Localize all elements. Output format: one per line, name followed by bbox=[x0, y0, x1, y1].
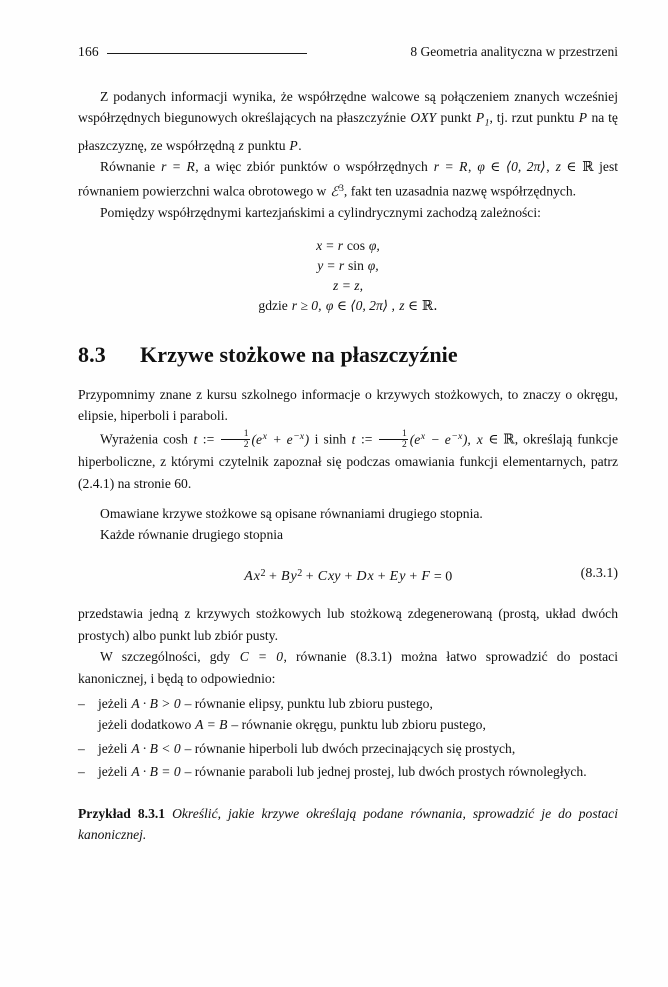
math-equals: = bbox=[323, 257, 339, 273]
math-symbol-y: y bbox=[317, 257, 324, 273]
text-run: na tę płaszczyznę, ze współrzędną bbox=[78, 110, 618, 153]
math-coeff-E: E bbox=[389, 569, 399, 585]
text-run: Pomiędzy współrzędnymi kartezjańskimi a cylindrycznymi zachodzą zależności: bbox=[100, 205, 541, 221]
text-run: jeżeli bbox=[98, 740, 131, 756]
text-run: Równanie bbox=[100, 158, 161, 174]
paragraph-second-degree-intro bbox=[78, 503, 618, 524]
text-run: Przypomnimy znane z kursu szkolnego informacje o krzywych stożkowych, to znaczy o okręgu, elipsie, hiperboli i paraboli. bbox=[78, 386, 618, 423]
paragraph-relations-intro bbox=[78, 202, 618, 223]
math-plus-e: + e bbox=[267, 431, 293, 447]
math-sinh: sinh bbox=[323, 431, 347, 447]
list-item bbox=[78, 693, 618, 736]
math-condition-sub: A = B bbox=[195, 717, 228, 733]
math-coeff-C: C bbox=[317, 569, 328, 585]
fraction-denominator: 2 bbox=[379, 439, 408, 450]
paragraph-represents-conic bbox=[78, 603, 618, 646]
text-run: W szczególności, gdy bbox=[100, 649, 240, 665]
math-var-x: x bbox=[253, 569, 260, 585]
math-r-equals-R-2: r = R bbox=[433, 158, 468, 174]
math-fraction-one-half-2 bbox=[379, 429, 408, 451]
list-item bbox=[78, 738, 618, 759]
text-run: , bbox=[546, 158, 556, 174]
math-line-y bbox=[78, 256, 618, 276]
text-run: – równanie paraboli lub jednej prostej, lub dwóch prostych równoległych. bbox=[181, 764, 587, 780]
math-p-2: P bbox=[289, 137, 298, 153]
math-condition: A · B < 0 bbox=[131, 740, 181, 756]
example-block bbox=[78, 803, 618, 846]
conic-classification-list bbox=[78, 693, 618, 783]
math-line-domain bbox=[78, 296, 618, 316]
math-p: P bbox=[578, 110, 588, 126]
math-p1: P bbox=[475, 110, 485, 126]
text-run: przedstawia jedną z krzywych stożkowych lub stożkową zdegenerowaną (prostą, układ dwóch prostych) albo punkt lub zbiór pusty. bbox=[78, 606, 618, 643]
text-run: Każde równanie drugiego stopnia bbox=[100, 527, 284, 543]
text-run: , a więc zbiór punktów o współrzędnych bbox=[195, 158, 434, 174]
math-var-y: y bbox=[290, 569, 297, 585]
math-sin: sin bbox=[344, 257, 368, 273]
text-run: Z podanych informacji wynika, że współrzędne walcowe są połączeniem znanych wcześniej współrzędnych biegunowych określających na płaszczyźnie bbox=[78, 89, 618, 126]
text-run: , tj. rzut punktu bbox=[489, 110, 579, 126]
math-symbol-phi: φ, bbox=[367, 257, 379, 273]
math-equals: = bbox=[322, 237, 338, 253]
math-symbol-x-var: x bbox=[471, 431, 483, 447]
math-symbol-r: r bbox=[338, 257, 345, 273]
math-exponent-x: x bbox=[262, 431, 267, 443]
text-run: punktu bbox=[244, 137, 289, 153]
math-plus: + bbox=[340, 569, 356, 585]
section-number: 8.3 bbox=[78, 341, 106, 367]
math-symbol-r: r bbox=[337, 237, 343, 253]
math-condition: A · B = 0 bbox=[131, 764, 181, 780]
math-coeff-A: A bbox=[244, 569, 253, 585]
section-title: Krzywe stożkowe na płaszczyźnie bbox=[140, 341, 458, 367]
dash-bullet: – bbox=[78, 764, 85, 780]
math-euclidean-space: ℰ bbox=[330, 183, 339, 199]
math-minus-e: − e bbox=[425, 431, 451, 447]
page-content bbox=[78, 44, 618, 845]
paragraph-cylinder-equation bbox=[78, 156, 618, 202]
text-run: jeżeli bbox=[98, 695, 131, 711]
text-run: i bbox=[309, 431, 324, 447]
math-element-of: ∈ bbox=[483, 431, 504, 447]
math-phi-domain: φ ∈ ⟨0, 2π⟩ , bbox=[322, 297, 395, 313]
example-label: Przykład 8.3.1 bbox=[78, 805, 166, 821]
fraction-denominator: 2 bbox=[221, 439, 250, 450]
math-open-paren-e-2: (e bbox=[409, 431, 421, 447]
math-coeff-D: D bbox=[356, 569, 367, 585]
math-assign: := bbox=[197, 431, 220, 447]
math-line-x bbox=[78, 236, 618, 256]
running-head bbox=[78, 44, 618, 60]
math-gdzie-label: gdzie bbox=[258, 297, 292, 313]
fraction-numerator: 1 bbox=[243, 428, 249, 439]
math-plus: + bbox=[265, 569, 281, 585]
text-run: , bbox=[467, 158, 477, 174]
text-run: – równanie hiperboli lub dwóch przecinających się prostych, bbox=[181, 740, 516, 756]
math-symbol-x: x bbox=[316, 237, 323, 253]
math-coeff-B: B bbox=[280, 569, 290, 585]
text-run: , równanie (8.3.1) można łatwo sprowadzić do postaci kanonicznej, i będą to odpowiednio: bbox=[78, 649, 618, 686]
equation-8-3-1 bbox=[78, 564, 618, 588]
math-phi-range: φ ∈ ⟨0, 2π⟩ bbox=[477, 158, 546, 174]
dash-bullet: – bbox=[78, 695, 85, 711]
header-rule bbox=[107, 53, 307, 54]
dash-bullet: – bbox=[78, 740, 85, 756]
chapter-title: 8 Geometria analityczna w przestrzeni bbox=[410, 44, 618, 60]
list-item-subline bbox=[98, 714, 618, 735]
math-symbol-phi: φ, bbox=[368, 237, 380, 253]
text-run: Wyrażenia bbox=[100, 431, 164, 447]
math-real-set: ℝ bbox=[503, 431, 515, 448]
math-plus: + bbox=[405, 569, 421, 585]
math-line-z: z = z, bbox=[333, 277, 363, 293]
math-euclidean-exponent: 3 bbox=[339, 183, 344, 195]
math-var-xy: xy bbox=[328, 569, 341, 585]
text-run: – równanie okręgu, punktu lub zbioru pustego, bbox=[227, 717, 486, 733]
math-plus: + bbox=[302, 569, 318, 585]
text-run: jeżeli bbox=[98, 764, 131, 780]
math-exponent-2b: 2 bbox=[297, 567, 303, 579]
math-close-paren-2: ), bbox=[462, 431, 471, 447]
math-oxy: OXY bbox=[410, 110, 437, 126]
math-exponent-minus-x: −x bbox=[293, 431, 305, 443]
math-open-paren-e: (e bbox=[251, 431, 263, 447]
math-var-x-2: x bbox=[367, 569, 374, 585]
list-item bbox=[78, 761, 618, 782]
fraction-numerator: 1 bbox=[401, 428, 407, 439]
text-run: – równanie elipsy, punktu lub zbioru pustego, bbox=[181, 695, 433, 711]
text-run: jest równaniem powierzchni walca obrotowego w bbox=[78, 158, 619, 199]
text-run: punkt bbox=[436, 110, 476, 126]
math-real-set: ℝ bbox=[582, 158, 594, 175]
math-r-nonneg: r ≥ 0, bbox=[291, 297, 322, 313]
math-cos: cos bbox=[343, 237, 369, 253]
math-equals-zero: = 0 bbox=[430, 569, 453, 585]
math-r-equals-R: r = R bbox=[161, 158, 195, 174]
math-z: z bbox=[238, 137, 244, 153]
paragraph-conics-recall bbox=[78, 384, 618, 427]
math-condition: A · B > 0 bbox=[131, 695, 181, 711]
paragraph-hyperbolic-definitions bbox=[78, 426, 618, 494]
paragraph-every-second-degree bbox=[78, 524, 618, 545]
math-real-set: ℝ. bbox=[421, 297, 438, 314]
example-text: Określić, jakie krzywe określają podane równania, sprowadzić je do postaci kanonicznej. bbox=[78, 805, 618, 842]
math-var-y-2: y bbox=[399, 569, 406, 585]
math-p1-subscript: 1 bbox=[484, 118, 490, 130]
display-math-cylindrical-relations bbox=[78, 236, 618, 316]
paragraph-special-case-C-zero bbox=[78, 646, 618, 689]
text-run: . bbox=[298, 137, 302, 153]
math-z-in: z ∈ bbox=[395, 297, 422, 313]
math-close-paren: ) bbox=[304, 431, 310, 447]
math-C-equals-zero: C = 0 bbox=[239, 649, 283, 665]
equation-8-3-1-row bbox=[78, 564, 618, 588]
text-run: , określają funkcje hiperboliczne, z którymi czytelnik zapoznał się podczas omawiania funkcji elementarnych, patrz (2.4.1) na stronie 60. bbox=[78, 431, 618, 491]
vertical-spacer bbox=[78, 494, 618, 503]
text-run: , fakt ten uzasadnia nazwę współrzędnych. bbox=[343, 183, 577, 199]
equation-number: (8.3.1) bbox=[580, 565, 618, 581]
math-symbol-t-2: t bbox=[351, 431, 356, 447]
math-exponent-x-2: x bbox=[420, 431, 426, 443]
math-z-in: z ∈ bbox=[555, 158, 582, 174]
math-symbol-t: t bbox=[193, 431, 198, 447]
paragraph-cylindrical-intro bbox=[78, 86, 618, 156]
page-number: 166 bbox=[78, 44, 99, 60]
math-exponent-2: 2 bbox=[260, 567, 266, 579]
math-coeff-F: F bbox=[421, 569, 430, 585]
math-assign-2: := bbox=[355, 431, 378, 447]
math-fraction-one-half bbox=[221, 429, 250, 451]
math-exponent-minus-x-2: −x bbox=[451, 431, 463, 443]
text-run: jeżeli dodatkowo bbox=[98, 717, 195, 733]
text-run: Omawiane krzywe stożkowe są opisane równaniami drugiego stopnia. bbox=[100, 506, 483, 521]
math-plus: + bbox=[374, 569, 390, 585]
math-cosh: cosh bbox=[163, 431, 188, 447]
section-heading bbox=[78, 342, 618, 368]
